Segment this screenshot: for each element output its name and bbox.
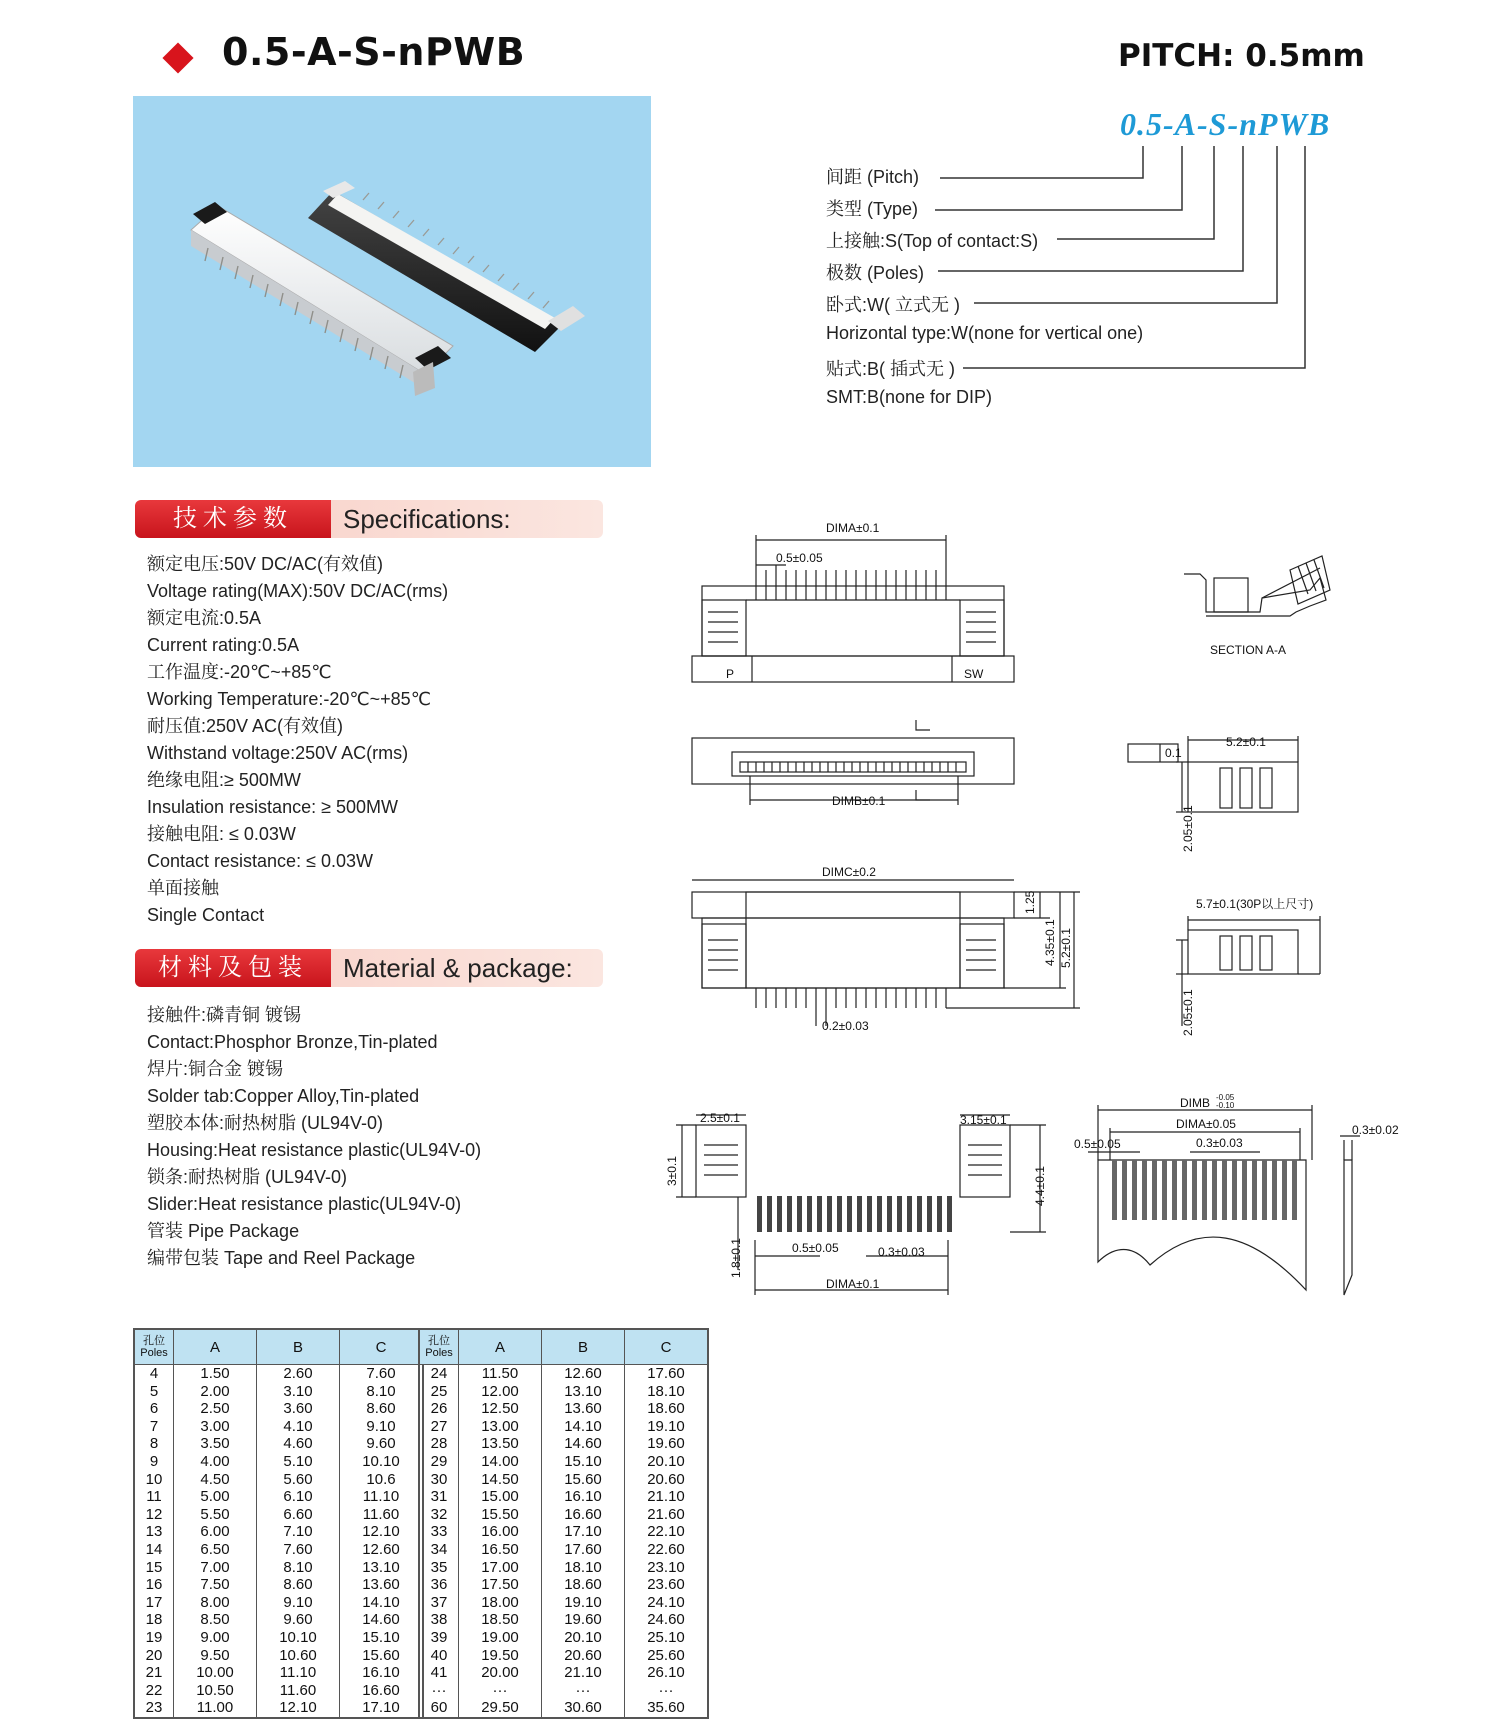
dimension-cell: 4.00: [174, 1453, 257, 1471]
dimension-cell: 9.60: [340, 1435, 424, 1453]
poles-cell: 11: [134, 1488, 174, 1506]
dimension-cell: 5.10: [257, 1453, 340, 1471]
spec-line: Contact resistance: ≤ 0.03W: [147, 851, 373, 871]
dimension-cell: 3.00: [174, 1418, 257, 1436]
poles-cell: 9: [134, 1453, 174, 1471]
table-row: [419, 1559, 708, 1577]
dimension-cell: 18.10: [542, 1559, 625, 1577]
poles-cell: 41: [419, 1664, 459, 1682]
dimension-cell: 18.10: [625, 1383, 709, 1401]
front-view-drawing: [692, 535, 1014, 682]
dimension-cell: 19.50: [459, 1647, 542, 1665]
table-row: [134, 1664, 423, 1682]
table-row: [419, 1682, 708, 1700]
dim-w52: 5.2±0.1: [1226, 735, 1266, 749]
pole-dimension-table-left: [133, 1328, 424, 1719]
dimension-cell: ···: [542, 1682, 625, 1700]
dimension-cell: 30.60: [542, 1699, 625, 1718]
dimension-cell: 11.10: [340, 1488, 424, 1506]
spec-line: 接触电阻: ≤ 0.03W: [147, 824, 296, 844]
table-row: [134, 1383, 423, 1401]
poles-cell: 4: [134, 1365, 174, 1383]
dim-h205a: 2.05±0.1: [1181, 805, 1195, 852]
poles-cell: 33: [419, 1523, 459, 1541]
poles-header-en: Poles: [425, 1347, 453, 1359]
table-row: [419, 1629, 708, 1647]
dimension-cell: 8.10: [340, 1383, 424, 1401]
dimension-cell: 16.10: [340, 1664, 424, 1682]
poles-cell: 10: [134, 1471, 174, 1489]
dimension-cell: 1.50: [174, 1365, 257, 1383]
dimension-cell: 19.10: [625, 1418, 709, 1436]
dimension-cell: 18.50: [459, 1611, 542, 1629]
dimension-cell: 18.60: [542, 1576, 625, 1594]
poles-cell: 17: [134, 1594, 174, 1612]
dimension-cell: 19.60: [542, 1611, 625, 1629]
poles-cell: 12: [134, 1506, 174, 1524]
dimension-cell: 17.10: [542, 1523, 625, 1541]
dimension-cell: 6.60: [257, 1506, 340, 1524]
dimension-cell: 17.50: [459, 1576, 542, 1594]
dimension-cell: 8.60: [340, 1400, 424, 1418]
dimension-cell: ···: [459, 1682, 542, 1700]
poles-cell: 37: [419, 1594, 459, 1612]
code-item-top-contact: 上接触:S(Top of contact:S): [826, 231, 1039, 251]
dimension-cell: 7.00: [174, 1559, 257, 1577]
table-row: [134, 1453, 423, 1471]
pole-dimension-table-right: [418, 1328, 709, 1719]
dimension-cell: 11.50: [459, 1365, 542, 1383]
dim-w57: 5.7±0.1(30P以上尺寸): [1196, 897, 1314, 911]
dimension-cell: 7.60: [257, 1541, 340, 1559]
poles-cell: 29: [419, 1453, 459, 1471]
spec-line: 单面接触: [147, 878, 219, 898]
poles-cell: 35: [419, 1559, 459, 1577]
dimension-cell: 10.00: [174, 1664, 257, 1682]
dimension-cell: 8.60: [257, 1576, 340, 1594]
dim-flat: 0.1: [1165, 746, 1182, 760]
dimension-cell: 13.60: [542, 1400, 625, 1418]
side-view-1-drawing: [1128, 736, 1298, 812]
poles-cell: 19: [134, 1629, 174, 1647]
dimension-cell: 17.60: [542, 1541, 625, 1559]
material-line: 焊片:铜合金 镀锡: [147, 1059, 284, 1079]
spec-line: 工作温度:-20℃~+85℃: [147, 662, 332, 682]
dimension-cell: 22.10: [625, 1523, 709, 1541]
pitch-title: PITCH: 0.5mm: [1118, 38, 1365, 74]
table-row: [134, 1418, 423, 1436]
spec-line: Voltage rating(MAX):50V DC/AC(rms): [147, 581, 449, 601]
poles-cell: 30: [419, 1471, 459, 1489]
table-row: [134, 1682, 423, 1700]
dimension-cell: ···: [625, 1682, 709, 1700]
dimension-cell: 16.60: [542, 1506, 625, 1524]
dimension-cell: 13.10: [340, 1559, 424, 1577]
poles-cell: 22: [134, 1682, 174, 1700]
dimension-cell: 9.00: [174, 1629, 257, 1647]
poles-cell: 15: [134, 1559, 174, 1577]
dim-h18: 1.8±0.1: [729, 1238, 743, 1278]
dim-fpc-dima: DIMA±0.05: [1176, 1117, 1236, 1131]
dimension-cell: 2.60: [257, 1365, 340, 1383]
table-row: [419, 1576, 708, 1594]
dimension-cell: 10.60: [257, 1647, 340, 1665]
dimension-cell: 21.10: [625, 1488, 709, 1506]
dimension-cell: 21.10: [542, 1664, 625, 1682]
dimension-cell: 21.60: [625, 1506, 709, 1524]
table-row: [419, 1418, 708, 1436]
spec-line: Current rating:0.5A: [147, 635, 300, 655]
table-row: [419, 1647, 708, 1665]
table-row: [134, 1559, 423, 1577]
dim-fpc-dimb-tol-dn: -0.10: [1216, 1101, 1235, 1110]
material-line: 塑胶本体:耐热树脂 (UL94V-0): [147, 1113, 384, 1133]
dimension-cell: 16.50: [459, 1541, 542, 1559]
poles-cell: 39: [419, 1629, 459, 1647]
spec-line: Working Temperature:-20℃~+85℃: [147, 689, 431, 709]
dimension-cell: 17.10: [340, 1699, 424, 1718]
poles-cell: 8: [134, 1435, 174, 1453]
table-row: [134, 1576, 423, 1594]
table-row: [419, 1453, 708, 1471]
table-row: [419, 1435, 708, 1453]
poles-cell: 36: [419, 1576, 459, 1594]
table-row: [134, 1365, 423, 1383]
dim-sw: SW: [964, 667, 984, 681]
material-line: Contact:Phosphor Bronze,Tin-plated: [147, 1032, 438, 1052]
poles-cell: 13: [134, 1523, 174, 1541]
table-row: [419, 1594, 708, 1612]
table-row: [134, 1435, 423, 1453]
dim-p: P: [726, 667, 735, 681]
material-line: Slider:Heat resistance plastic(UL94V-0): [147, 1194, 462, 1214]
dimension-cell: 23.60: [625, 1576, 709, 1594]
side-view-2-drawing: [1176, 916, 1320, 1026]
dimension-cell: 19.10: [542, 1594, 625, 1612]
dim-h3: 3±0.1: [665, 1156, 679, 1186]
dimension-cell: 15.10: [542, 1453, 625, 1471]
specifications-title-en: Specifications:: [331, 500, 603, 538]
poles-cell: 20: [134, 1647, 174, 1665]
dimension-cell: 11.10: [257, 1664, 340, 1682]
poles-cell: 21: [134, 1664, 174, 1682]
dimension-cell: 4.60: [257, 1435, 340, 1453]
dimension-cell: 5.60: [257, 1471, 340, 1489]
dimension-cell: 12.60: [340, 1541, 424, 1559]
table-row: [134, 1647, 423, 1665]
material-line: Solder tab:Copper Alloy,Tin-plated: [147, 1086, 420, 1106]
dimension-cell: 12.10: [257, 1699, 340, 1718]
dimension-cell: 7.50: [174, 1576, 257, 1594]
dimension-cell: 3.60: [257, 1400, 340, 1418]
table-row: [134, 1523, 423, 1541]
poles-cell: 7: [134, 1418, 174, 1436]
material-line: Housing:Heat resistance plastic(UL94V-0): [147, 1140, 482, 1160]
poles-cell: 23: [134, 1699, 174, 1718]
dimension-cell: 7.10: [257, 1523, 340, 1541]
dimension-cell: 19.00: [459, 1629, 542, 1647]
dimension-cell: 13.00: [459, 1418, 542, 1436]
table-row: [419, 1365, 708, 1383]
dimension-cell: 16.10: [542, 1488, 625, 1506]
dim-section: SECTION A-A: [1210, 643, 1287, 657]
dimension-cell: 14.60: [542, 1435, 625, 1453]
table-row: [134, 1400, 423, 1418]
dimension-cell: 11.60: [257, 1682, 340, 1700]
dimension-cell: 18.00: [459, 1594, 542, 1612]
dimension-cell: 4.50: [174, 1471, 257, 1489]
dimension-cell: 11.00: [174, 1699, 257, 1718]
dim-h44: 4.4±0.1: [1033, 1166, 1047, 1206]
code-item-horizontal-cn: 卧式:W( 立式无 ): [826, 295, 960, 315]
dimension-cell: 14.00: [459, 1453, 542, 1471]
dimension-cell: 14.60: [340, 1611, 424, 1629]
dimension-cell: 23.10: [625, 1559, 709, 1577]
dimension-cell: 29.50: [459, 1699, 542, 1718]
table-row: [419, 1471, 708, 1489]
table-row: [419, 1664, 708, 1682]
dim-h435: 4.35±0.1: [1043, 919, 1057, 966]
dimension-cell: 13.50: [459, 1435, 542, 1453]
poles-header: [134, 1329, 174, 1365]
dimension-cell: 14.10: [340, 1594, 424, 1612]
material-line: 管装 Pipe Package: [147, 1221, 300, 1241]
dimension-cell: 20.10: [542, 1629, 625, 1647]
dimension-cell: 10.6: [340, 1471, 424, 1489]
dimension-cell: 14.10: [542, 1418, 625, 1436]
table-row: [419, 1506, 708, 1524]
dimension-cell: 9.10: [340, 1418, 424, 1436]
dimension-cell: 35.60: [625, 1699, 709, 1718]
dimension-cell: 6.10: [257, 1488, 340, 1506]
table-row: [419, 1541, 708, 1559]
dim-dimc: DIMC±0.2: [822, 865, 876, 879]
code-item-pitch: 间距 (Pitch): [826, 167, 920, 187]
top-view-drawing: [692, 720, 1014, 805]
dimension-cell: 22.60: [625, 1541, 709, 1559]
table-row: [134, 1488, 423, 1506]
dimension-cell: 24.10: [625, 1594, 709, 1612]
poles-cell: 5: [134, 1383, 174, 1401]
table-row: [419, 1699, 708, 1718]
dimension-cell: 9.60: [257, 1611, 340, 1629]
dimension-cell: 14.50: [459, 1471, 542, 1489]
poles-cell: 28: [419, 1435, 459, 1453]
dimension-cell: 20.60: [542, 1647, 625, 1665]
column-a-header: A: [459, 1329, 542, 1365]
dimension-cell: 24.60: [625, 1611, 709, 1629]
code-item-horizontal-en: Horizontal type:W(none for vertical one): [826, 323, 1144, 343]
dim-w315: 3.15±0.1: [960, 1113, 1007, 1127]
poles-header-cn: 孔位: [143, 1335, 165, 1347]
dim-pad03: 0.3±0.03: [878, 1245, 925, 1259]
dimension-cell: 2.00: [174, 1383, 257, 1401]
spec-line: 额定电流:0.5A: [147, 608, 262, 628]
dimension-cell: 8.00: [174, 1594, 257, 1612]
dimension-cell: 20.60: [625, 1471, 709, 1489]
table-row: [134, 1471, 423, 1489]
dimension-cell: 3.10: [257, 1383, 340, 1401]
material-line: 锁条:耐热树脂 (UL94V-0): [147, 1167, 348, 1187]
dimension-cell: 7.60: [340, 1365, 424, 1383]
spec-line: Withstand voltage:250V AC(rms): [147, 743, 409, 763]
code-item-type: 类型 (Type): [826, 199, 919, 219]
poles-cell: 18: [134, 1611, 174, 1629]
bottom-view-drawing: [692, 880, 1080, 1026]
part-code: 0.5-A-S-nPWB: [1120, 106, 1331, 142]
dimension-cell: 6.50: [174, 1541, 257, 1559]
dimension-cell: 12.50: [459, 1400, 542, 1418]
poles-cell: 24: [419, 1365, 459, 1383]
dim-fpc-t: 0.3±0.02: [1352, 1123, 1399, 1137]
dim-h205b: 2.05±0.1: [1181, 989, 1195, 1036]
dim-dima-top: DIMA±0.1: [826, 521, 880, 535]
dimension-cell: 9.10: [257, 1594, 340, 1612]
material-title-cn: 材料及包装: [135, 949, 331, 987]
dimension-cell: 12.10: [340, 1523, 424, 1541]
dimension-cell: 13.10: [542, 1383, 625, 1401]
dimension-cell: 6.00: [174, 1523, 257, 1541]
dimension-cell: 3.50: [174, 1435, 257, 1453]
poles-cell: 16: [134, 1576, 174, 1594]
code-item-smt-cn: 贴式:B( 插式无 ): [826, 359, 955, 379]
material-title-en: Material & package:: [331, 949, 603, 987]
column-b-header: B: [257, 1329, 340, 1365]
dimension-cell: 2.50: [174, 1400, 257, 1418]
table-row: [419, 1611, 708, 1629]
dim-w25: 2.5±0.1: [700, 1111, 740, 1125]
dim-fpc-03: 0.3±0.03: [1196, 1136, 1243, 1150]
table-row: [419, 1383, 708, 1401]
dim-fpc-dimb-tol-up: -0.05: [1216, 1093, 1235, 1102]
material-line: 编带包装 Tape and Reel Package: [147, 1248, 416, 1268]
dimension-cell: 13.60: [340, 1576, 424, 1594]
dimension-cell: 16.60: [340, 1682, 424, 1700]
column-c-header: C: [340, 1329, 424, 1365]
spec-line: Insulation resistance: ≥ 500MW: [147, 797, 398, 817]
poles-header: [419, 1329, 459, 1365]
table-row: [134, 1699, 423, 1718]
poles-cell: 31: [419, 1488, 459, 1506]
spec-line: 耐压值:250V AC(有效值): [147, 716, 344, 736]
table-row: [419, 1400, 708, 1418]
dimension-cell: 10.50: [174, 1682, 257, 1700]
poles-cell: 6: [134, 1400, 174, 1418]
specifications-title-cn: 技术参数: [135, 500, 331, 538]
dimension-cell: 5.50: [174, 1506, 257, 1524]
table-row: [419, 1488, 708, 1506]
poles-cell: 14: [134, 1541, 174, 1559]
poles-cell: ···: [419, 1682, 459, 1700]
model-title: 0.5-A-S-nPWB: [222, 30, 526, 74]
dimension-cell: 8.10: [257, 1559, 340, 1577]
dimension-cell: 16.00: [459, 1523, 542, 1541]
dimension-cell: 20.00: [459, 1664, 542, 1682]
table-row: [134, 1594, 423, 1612]
spec-line: Single Contact: [147, 905, 265, 925]
code-item-smt-en: SMT:B(none for DIP): [826, 387, 993, 407]
poles-header-en: Poles: [140, 1347, 168, 1359]
dimension-cell: 15.60: [542, 1471, 625, 1489]
table-row: [134, 1541, 423, 1559]
poles-cell: 25: [419, 1383, 459, 1401]
dimension-cell: 15.00: [459, 1488, 542, 1506]
poles-cell: 40: [419, 1647, 459, 1665]
dimension-cell: 5.00: [174, 1488, 257, 1506]
dimension-cell: 15.10: [340, 1629, 424, 1647]
dim-fpc-dimb: DIMB: [1180, 1096, 1210, 1110]
dim-dima-bot: DIMA±0.1: [826, 1277, 880, 1291]
dim-pitch-top: 0.5±0.05: [776, 551, 823, 565]
poles-cell: 27: [419, 1418, 459, 1436]
poles-cell: 60: [419, 1699, 459, 1718]
material-line: 接触件:磷青铜 镀锡: [147, 1005, 302, 1025]
poles-cell: 38: [419, 1611, 459, 1629]
spec-line: 绝缘电阻:≥ 500MW: [147, 770, 301, 790]
dim-pad05: 0.5±0.05: [792, 1241, 839, 1255]
table-row: [419, 1523, 708, 1541]
dimension-cell: 17.60: [625, 1365, 709, 1383]
poles-cell: 32: [419, 1506, 459, 1524]
dimension-cell: 10.10: [340, 1453, 424, 1471]
dimension-cell: 8.50: [174, 1611, 257, 1629]
table-row: [134, 1611, 423, 1629]
code-item-poles: 极数 (Poles): [826, 263, 925, 283]
dim-h52: 5.2±0.1: [1059, 928, 1073, 968]
dimension-cell: 18.60: [625, 1400, 709, 1418]
poles-header-cn: 孔位: [428, 1335, 450, 1347]
table-row: [134, 1629, 423, 1647]
dimension-cell: 25.60: [625, 1647, 709, 1665]
dimension-cell: 17.00: [459, 1559, 542, 1577]
spec-line: 额定电压:50V DC/AC(有效值): [147, 554, 384, 574]
dim-dimb: DIMB±0.1: [832, 794, 886, 808]
dimension-cell: 12.60: [542, 1365, 625, 1383]
dim-h125: 1.25: [1023, 890, 1037, 914]
dimension-cell: 4.10: [257, 1418, 340, 1436]
dimension-cell: 15.60: [340, 1647, 424, 1665]
column-a-header: A: [174, 1329, 257, 1365]
dimension-cell: 26.10: [625, 1664, 709, 1682]
dimension-cell: 19.60: [625, 1435, 709, 1453]
dimension-cell: 11.60: [340, 1506, 424, 1524]
dimension-cell: 25.10: [625, 1629, 709, 1647]
column-c-header: C: [625, 1329, 709, 1365]
dim-w02: 0.2±0.03: [822, 1019, 869, 1033]
dim-fpc-05: 0.5±0.05: [1074, 1137, 1121, 1151]
poles-cell: 26: [419, 1400, 459, 1418]
column-b-header: B: [542, 1329, 625, 1365]
poles-cell: 34: [419, 1541, 459, 1559]
dimension-cell: 20.10: [625, 1453, 709, 1471]
dimension-cell: 9.50: [174, 1647, 257, 1665]
section-a-a-drawing: [1184, 556, 1330, 616]
dimension-cell: 10.10: [257, 1629, 340, 1647]
table-row: [134, 1506, 423, 1524]
dimension-cell: 12.00: [459, 1383, 542, 1401]
dimension-cell: 15.50: [459, 1506, 542, 1524]
